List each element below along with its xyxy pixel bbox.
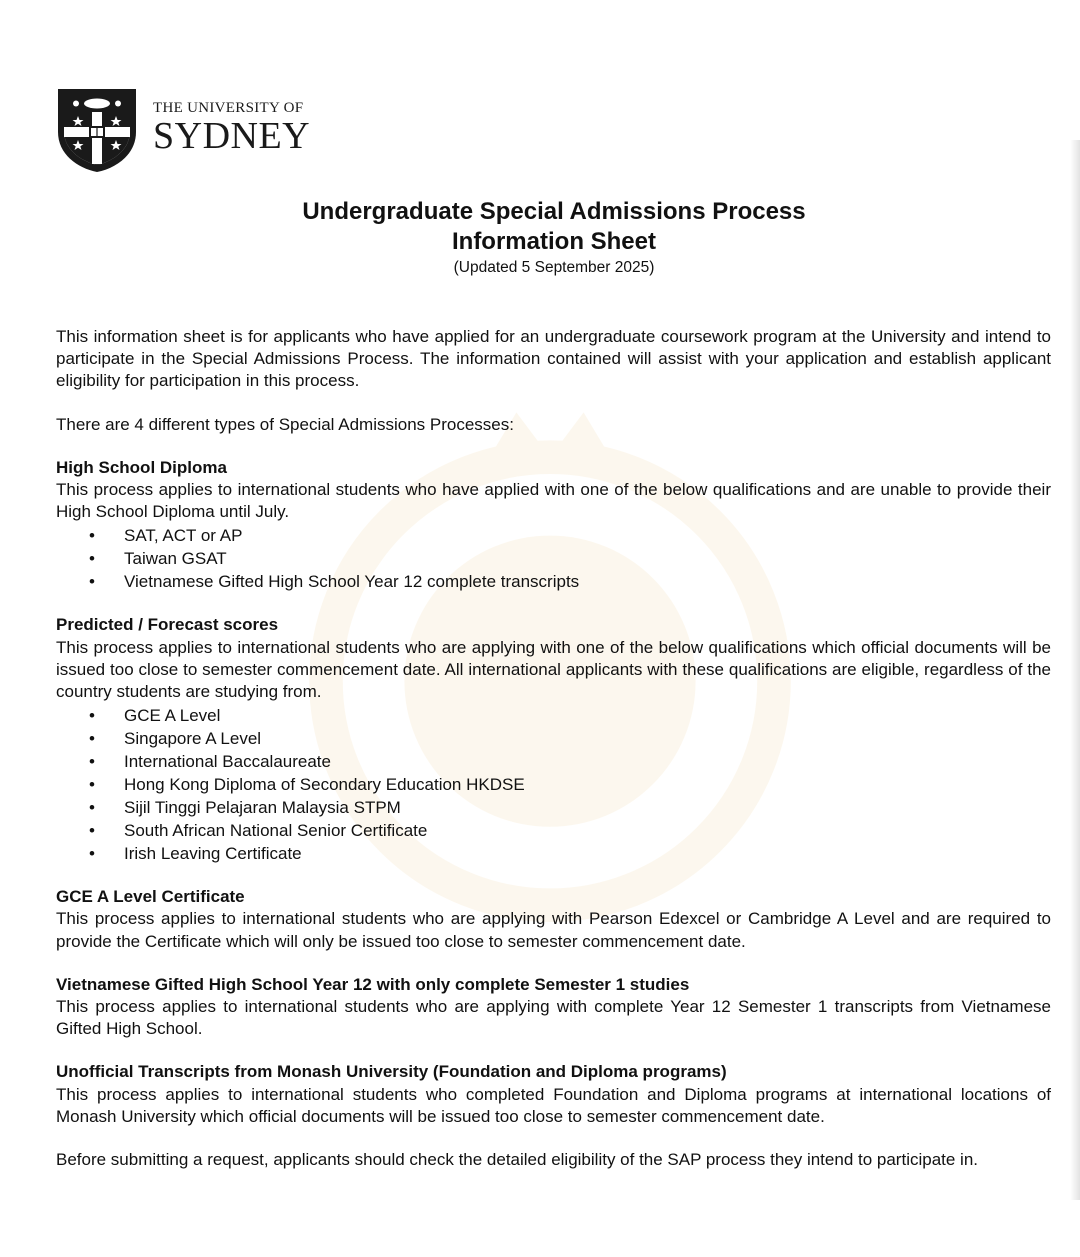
document-body xyxy=(56,326,1051,1171)
title-line-1: Undergraduate Special Admissions Process xyxy=(302,198,806,225)
section-body: This process applies to international students who completed Foundation and Diploma programs at international locations of Monash University which official documents will be issued too close to semester commencement date. xyxy=(56,1084,1051,1126)
bullet-list xyxy=(56,704,1051,865)
section-heading: Unofficial Transcripts from Monash University (Foundation and Diploma programs) xyxy=(56,1062,727,1082)
list-item: • International Baccalaureate xyxy=(56,750,1051,773)
logo-small-line: THE UNIVERSITY OF xyxy=(153,100,304,116)
page-edge-shadow xyxy=(1070,140,1080,1200)
section-body: This process applies to international students who are applying with Pearson Edexcel or Cambridge A Level and are required to provide the Certificate which will only be issued too close to semester commencement date. xyxy=(56,909,1051,951)
list-item: • SAT, ACT or AP xyxy=(56,524,1051,547)
section-body: This process applies to international students who are applying with complete Year 12 Semester 1 transcripts from Vietnamese Gifted High School. xyxy=(56,997,1051,1039)
section-vietnamese-gifted xyxy=(56,974,1051,1041)
university-wordmark xyxy=(153,100,311,157)
document-title xyxy=(0,197,1080,279)
intro-paragraph: This information sheet is for applicants who have applied for an undergraduate coursework program at the University and intend to participate in the Special Admissions Process. The information contained will assist with your application and establish applicant eligibility for participation in this process. xyxy=(56,327,1051,391)
section-predicted-scores xyxy=(56,614,1051,865)
list-item: • GCE A Level xyxy=(56,704,1051,727)
list-item: • Hong Kong Diploma of Secondary Education HKDSE xyxy=(56,773,1051,796)
closing-paragraph: Before submitting a request, applicants should check the detailed eligibility of the SAP process they intend to participate in. xyxy=(56,1150,979,1170)
list-item: • Singapore A Level xyxy=(56,727,1051,750)
section-heading: Vietnamese Gifted High School Year 12 with only complete Semester 1 studies xyxy=(56,974,690,994)
section-body: This process applies to international students who are applying with one of the below qualifications which official documents will be issued too close to semester commencement date. All international applicants with these qualifications are eligible, regardless of the country students are studying from. xyxy=(56,637,1051,702)
list-item: • South African National Senior Certificate xyxy=(56,819,1051,842)
university-logo xyxy=(55,86,310,174)
list-item: • Irish Leaving Certificate xyxy=(56,842,1051,865)
list-item: • Sijil Tinggi Pelajaran Malaysia STPM xyxy=(56,796,1051,819)
updated-date: (Updated 5 September 2025) xyxy=(453,259,655,276)
section-gce-a-level-certificate xyxy=(56,886,1051,953)
section-heading: GCE A Level Certificate xyxy=(56,887,245,907)
section-monash-transcripts xyxy=(56,1061,1051,1128)
section-heading: Predicted / Forecast scores xyxy=(56,615,279,635)
title-line-2: Information Sheet xyxy=(451,228,656,255)
bullet-list xyxy=(56,524,1051,593)
section-heading: High School Diploma xyxy=(56,457,227,477)
list-item: • Taiwan GSAT xyxy=(56,547,1051,570)
section-high-school-diploma xyxy=(56,457,1051,594)
types-line: There are 4 different types of Special Admissions Processes: xyxy=(56,414,514,434)
logo-big-line: SYDNEY xyxy=(153,115,311,157)
section-body: This process applies to international students who have applied with one of the below qualifications and are unable to provide their High School Diploma until July. xyxy=(56,480,1051,522)
university-crest-icon xyxy=(55,86,139,174)
list-item: • Vietnamese Gifted High School Year 12 complete transcripts xyxy=(56,570,1051,593)
